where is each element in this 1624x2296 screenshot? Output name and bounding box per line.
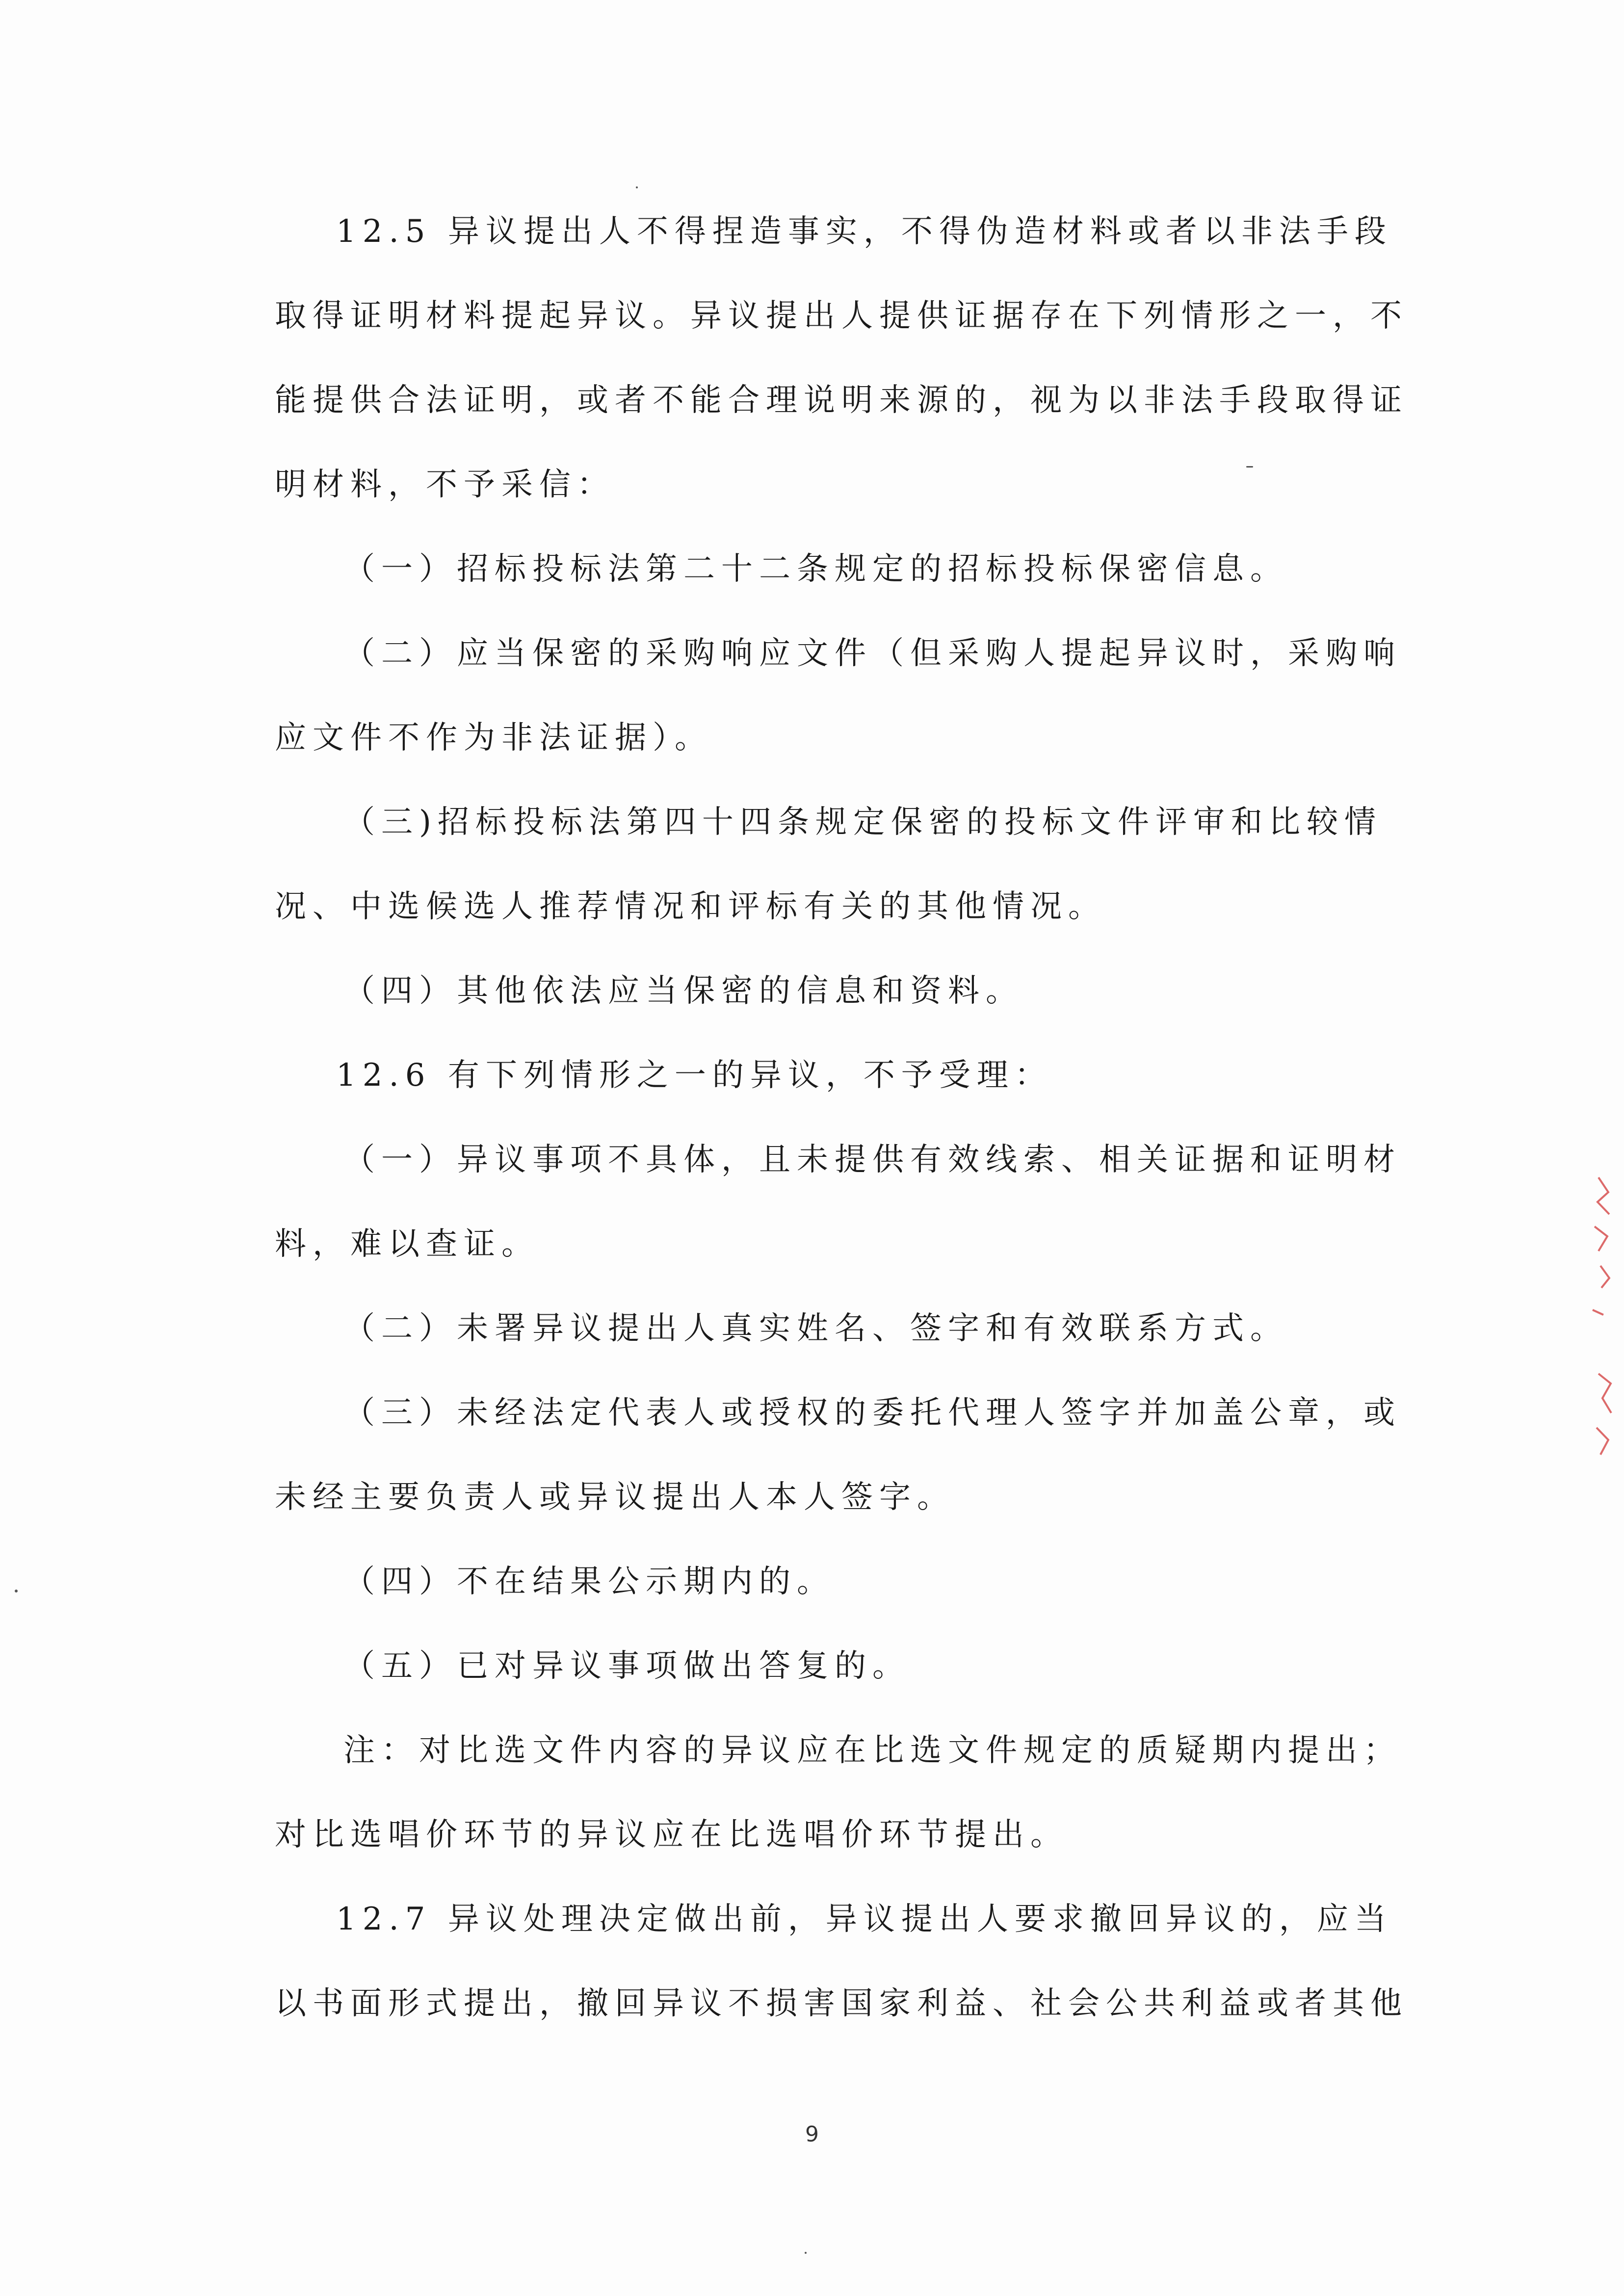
item-4-line-1: （四）其他依法应当保密的信息和资料。 [343,973,1023,1009]
paragraph-12-7-line-2: 以书面形式提出，撤回异议不损害国家利益、社会公共利益或者其他 [275,1985,1408,2022]
reject-item-2-line-1: （二）未署异议提出人真实姓名、签字和有效联系方式。 [343,1310,1288,1347]
seal-stamp-fragment-icon [1584,1168,1613,1472]
paragraph-12-7-line-1: 12.7 异议处理决定做出前，异议提出人要求撤回异议的，应当 [336,1901,1392,1937]
paragraph-12-5-line-1: 12.5 异议提出人不得捏造事实，不得伪造材料或者以非法手段 [336,213,1392,250]
paragraph-12-6-line-1: 12.6 有下列情形之一的异议，不予受理： [336,1057,1052,1094]
item-1-line-1: （一）招标投标法第二十二条规定的招标投标保密信息。 [343,551,1288,587]
scan-speck [1246,466,1253,468]
item-3-line-2: 况、中选候选人推荐情况和评标有关的其他情况。 [275,888,1106,925]
reject-item-1-line-1: （一）异议事项不具体，且未提供有效线索、相关证据和证明材 [343,1142,1401,1178]
paragraph-12-5-line-3: 能提供合法证明，或者不能合理说明来源的，视为以非法手段取得证 [275,382,1408,418]
reject-item-4-line-1: （四）不在结果公示期内的。 [343,1564,835,1600]
scan-speck [15,1590,18,1592]
page-number: 9 [805,2122,819,2147]
reject-item-3-line-2: 未经主要负责人或异议提出人本人签字。 [275,1479,955,1515]
scan-speck [805,2252,807,2254]
reject-item-3-line-1: （三）未经法定代表人或授权的委托代理人签字并加盖公章，或 [343,1395,1401,1431]
item-2-line-1: （二）应当保密的采购响应文件（但采购人提起异议时，采购响 [343,635,1401,672]
note-line-2: 对比选唱价环节的异议应在比选唱价环节提出。 [275,1817,1068,1853]
scan-speck [636,186,638,188]
paragraph-12-5-line-2: 取得证明材料提起异议。异议提出人提供证据存在下列情形之一，不 [275,298,1408,334]
reject-item-5-line-1: （五）已对异议事项做出答复的。 [343,1648,910,1684]
item-3-line-1: （三)招标投标法第四十四条规定保密的投标文件评审和比较情 [343,804,1382,840]
paragraph-12-5-line-4: 明材料，不予采信： [275,467,615,503]
reject-item-1-line-2: 料，难以查证。 [275,1226,539,1262]
note-line-1: 注：对比选文件内容的异议应在比选文件规定的质疑期内提出； [343,1732,1401,1769]
item-2-line-2: 应文件不作为非法证据）。 [275,720,712,756]
